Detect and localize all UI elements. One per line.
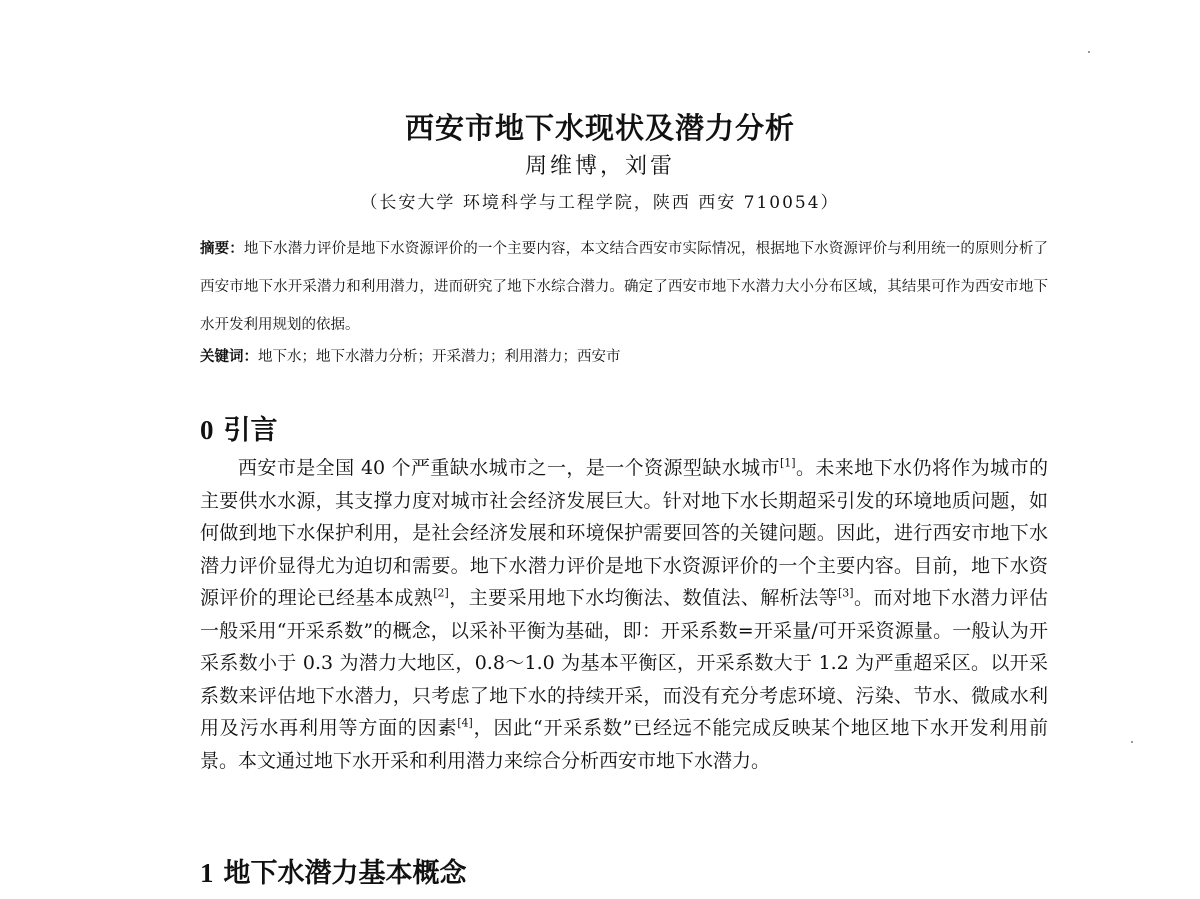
section-heading-basic-concepts <box>200 855 467 892</box>
intro-text-2: 。未来地下水仍将作为城市的主要供水水源，其支撑力度对城市社会经济发展巨大。针对地下水长期超采引发的环境地质问题，如何做到地下水保护利用，是社会经济发展和环境保护需要回答的关键问题。因此，进行西安市地下水潜力评价显得尤为迫切和需要。地下水潜力评价是地下水资源评价的一个主要内容。目前，地下水资源评价的理论已经基本成熟 <box>200 457 1048 609</box>
citation-3: [3] <box>838 586 854 600</box>
abstract-text: 地下水潜力评价是地下水资源评价的一个主要内容，本文结合西安市实际情况，根据地下水资源评价与利用统一的原则分析了西安市地下水开采潜力和利用潜力，进而研究了地下水综合潜力。确定了西安市地下水潜力大小分布区域，其结果可作为西安市地下水开发利用规划的依据。 <box>200 241 1049 333</box>
intro-paragraph <box>200 452 1048 777</box>
intro-text-1: 西安市是全国 40 个严重缺水城市之一，是一个资源型缺水城市 <box>238 457 780 479</box>
paper-affiliation: （长安大学 环境科学与工程学院，陕西 西安 710054） <box>360 193 840 213</box>
section-number-intro: 0 <box>200 415 214 445</box>
keywords-label: 关键词： <box>200 349 258 365</box>
scan-speck <box>1131 741 1133 743</box>
scan-speck <box>1088 51 1090 53</box>
paper-authors: 周维博，刘雷 <box>524 154 675 179</box>
section-title-intro: 引言 <box>223 415 278 446</box>
abstract <box>200 230 1048 344</box>
citation-2: [2] <box>433 586 449 600</box>
keywords <box>200 340 1048 374</box>
section-number-basic: 1 <box>200 858 214 888</box>
intro-text-3: ，主要采用地下水均衡法、数值法、解析法等 <box>448 587 839 609</box>
citation-1: [1] <box>779 456 796 470</box>
section-title-basic: 地下水潜力基本概念 <box>223 858 467 889</box>
keywords-text: 地下水；地下水潜力分析；开采潜力；利用潜力；西安市 <box>258 349 621 365</box>
paper-title: 西安市地下水现状及潜力分析 <box>404 111 795 145</box>
citation-4: [4] <box>457 716 473 730</box>
abstract-label: 摘要： <box>200 241 244 257</box>
intro-text-5: ，因此“开采系数”已经远不能完成反映某个地区地下水开发利用前景。本文通过地下水开采和利用潜力来综合分析西安市地下水潜力。 <box>200 717 1048 772</box>
section-heading-intro <box>200 412 278 449</box>
intro-text-4: 。而对地下水潜力评估一般采用“开采系数”的概念，以采补平衡为基础，即：开采系数=开采量/可开采资源量。一般认为开采系数小于 0.3 为潜力大地区，0.8～1.0 为基本平衡区，开采系数大于 1.2 为严重超采区。以开采系数来评估地下水潜力，只考虑了地下水的持续开采，而没有充分考虑环境、污染、节水、微咸水利用及污水再利用等方面的因素 <box>200 587 1048 739</box>
